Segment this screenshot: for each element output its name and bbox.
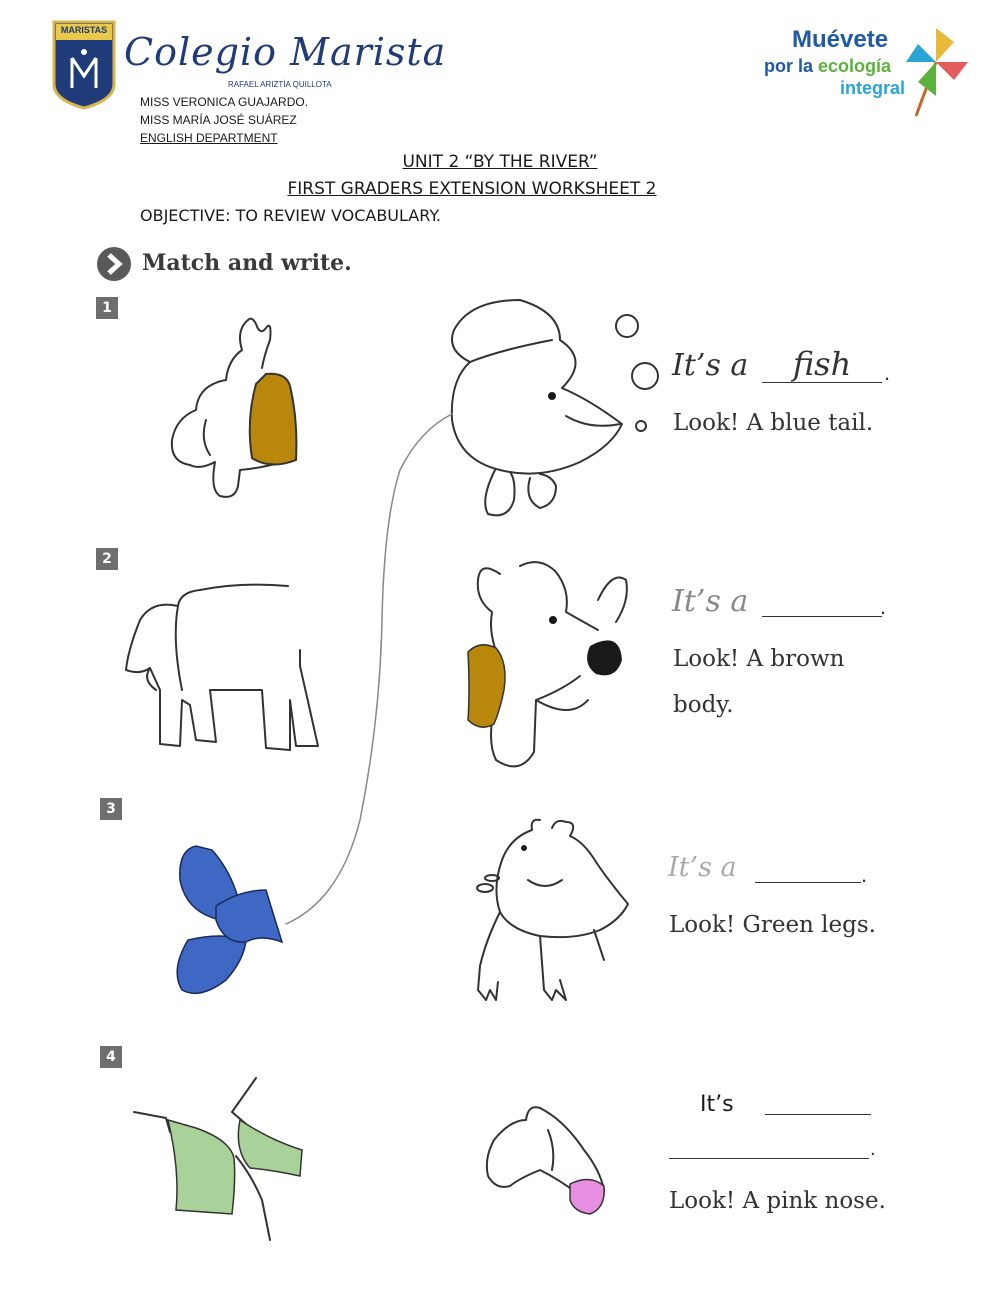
objective-text: OBJECTIVE: TO REVIEW VOCABULARY.: [140, 206, 441, 225]
prompt-3: It’s a: [668, 852, 737, 883]
frog-drawing: [477, 820, 628, 1000]
sentence-2-line-2: body.: [673, 692, 734, 718]
period-1: .: [884, 360, 891, 385]
item-number-3: 3: [100, 798, 122, 820]
matching-line: [286, 414, 452, 924]
blue-fish-tail: [177, 846, 282, 993]
prompt-4: It’s: [700, 1092, 734, 1117]
period-3: .: [861, 862, 868, 887]
school-name: Colegio Marista: [124, 30, 447, 74]
campaign-line-2b: ecología: [818, 56, 892, 76]
horse-body: [126, 585, 318, 750]
school-badge-text: MARISTAS: [60, 25, 108, 35]
horse-pink-nose: [570, 1179, 604, 1214]
campaign-line-1: Muévete: [792, 26, 889, 53]
prompt-1: It’s a: [672, 348, 749, 383]
answer-line-4b[interactable]: [669, 1158, 869, 1159]
teacher-name-2: MISS MARÍA JOSÉ SUÁREZ: [140, 113, 297, 127]
item-number-1: 1: [96, 297, 118, 319]
fish-drawing: [452, 300, 658, 515]
prompt-2: It’s a: [672, 584, 749, 619]
worksheet-title: FIRST GRADERS EXTENSION WORKSHEET 2: [287, 179, 657, 199]
unit-title: UNIT 2 “BY THE RIVER”: [402, 152, 598, 172]
answer-1[interactable]: fish: [792, 345, 852, 383]
green-legs: [168, 1120, 302, 1214]
brown-body-patch: [250, 374, 297, 465]
dog-brown-collar: [468, 645, 505, 727]
item-number-2: 2: [96, 548, 118, 570]
answer-line-4a[interactable]: [765, 1114, 871, 1115]
answer-line-2[interactable]: [762, 616, 882, 617]
school-subtitle: RAFAEL ARIZTÍA QUILLOTA: [228, 80, 332, 89]
campaign-line-3: integral: [840, 78, 906, 98]
sentence-2-line-1: Look! A brown: [673, 646, 845, 672]
department-label: ENGLISH DEPARTMENT: [140, 131, 278, 145]
fish-eye: [548, 392, 556, 400]
frog-eye: [521, 845, 527, 851]
instruction-text: Match and write.: [142, 250, 352, 276]
sentence-4: Look! A pink nose.: [669, 1188, 886, 1214]
item-number-4: 4: [100, 1046, 122, 1068]
sentence-1: Look! A blue tail.: [673, 410, 874, 436]
dog-nose: [587, 640, 622, 675]
teacher-name-1: MISS VERONICA GUAJARDO.: [140, 95, 309, 109]
sentence-3: Look! Green legs.: [669, 912, 876, 938]
period-2: .: [880, 594, 887, 619]
answer-line-1[interactable]: [762, 382, 882, 383]
dog-eye: [549, 616, 557, 624]
campaign-line-2a: por la: [764, 56, 819, 76]
answer-line-3[interactable]: [755, 882, 861, 883]
period-4: .: [870, 1138, 876, 1160]
